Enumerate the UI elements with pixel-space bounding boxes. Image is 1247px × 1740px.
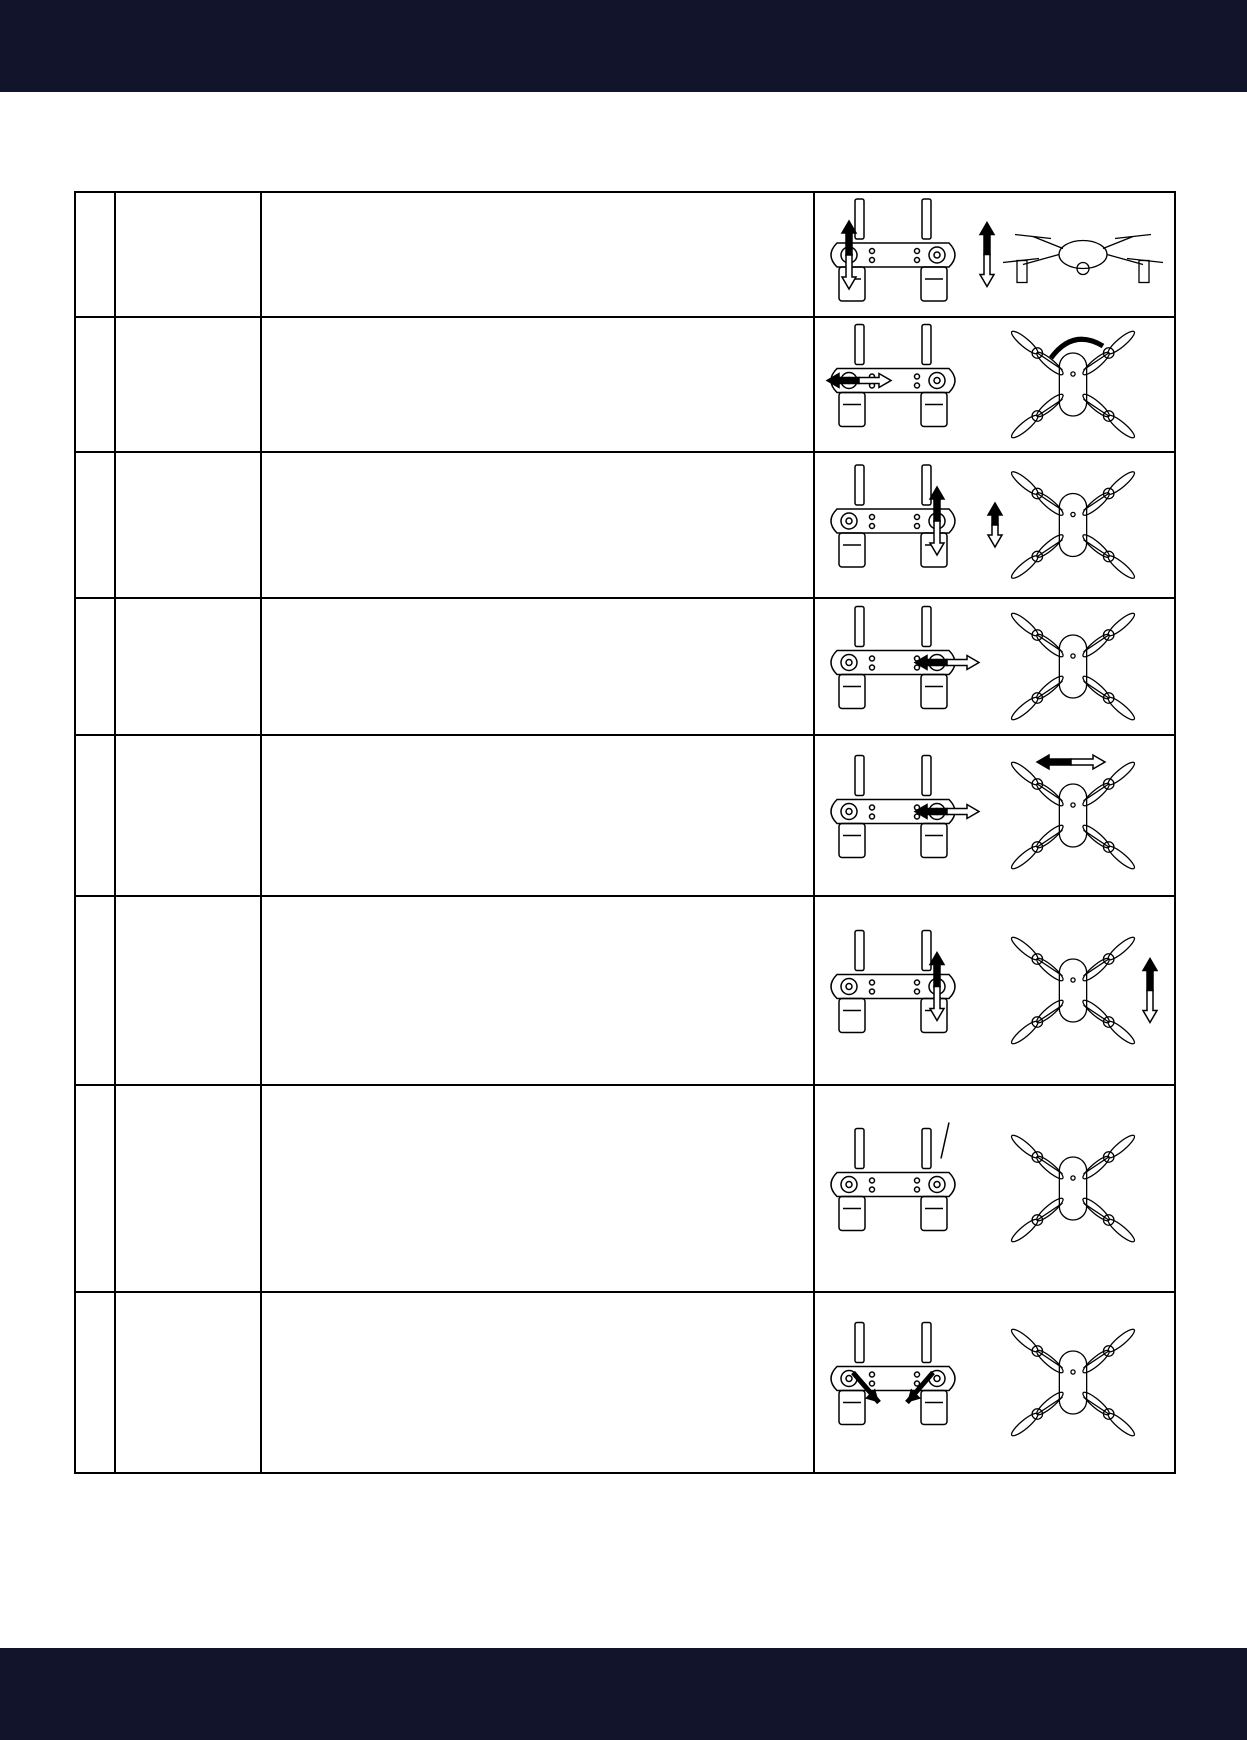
row-num-cell (75, 317, 115, 452)
top-band (0, 0, 1247, 92)
row-name-cell (115, 452, 261, 598)
row-num-cell (75, 1292, 115, 1473)
callout-line-icon (941, 1123, 949, 1159)
bottom-band (0, 1648, 1247, 1740)
row-desc-cell (261, 192, 814, 317)
double-arrow-icon (1143, 959, 1157, 1023)
row-name-cell (115, 1085, 261, 1292)
row-desc-cell (261, 1085, 814, 1292)
row-name-cell (115, 896, 261, 1085)
row-desc-cell (261, 598, 814, 735)
double-arrow-icon (930, 487, 944, 555)
row-name-cell (115, 317, 261, 452)
table-row (75, 452, 1175, 598)
drone-top-icon (1009, 469, 1137, 581)
table-row (75, 317, 1175, 452)
table-row (75, 598, 1175, 735)
double-arrow-icon (980, 223, 994, 287)
drone-top-icon (1009, 328, 1137, 440)
controls-table (74, 191, 1176, 1474)
diagonal-arrow-icon (907, 1373, 933, 1403)
row-name-cell (115, 192, 261, 317)
row-name-cell (115, 598, 261, 735)
figure-cell (814, 452, 1175, 598)
double-arrow-icon (988, 503, 1002, 547)
row-desc-cell (261, 452, 814, 598)
double-arrow-icon (915, 656, 979, 670)
figure-cell (814, 598, 1175, 735)
drone-top-icon (1009, 1326, 1137, 1438)
controller-icon (831, 1323, 955, 1425)
row-desc-cell (261, 896, 814, 1085)
figure-cell (814, 1085, 1175, 1292)
table-row (75, 1085, 1175, 1292)
row-name-cell (115, 735, 261, 896)
row-num-cell (75, 735, 115, 896)
double-arrow-icon (842, 221, 856, 289)
row-desc-cell (261, 1292, 814, 1473)
row-num-cell (75, 1085, 115, 1292)
double-arrow-icon (930, 953, 944, 1021)
row-num-cell (75, 192, 115, 317)
diagonal-arrow-icon (853, 1373, 879, 1403)
row-desc-cell (261, 735, 814, 896)
figure-cell (814, 1292, 1175, 1473)
table-row (75, 1292, 1175, 1473)
row-name-cell (115, 1292, 261, 1473)
double-arrow-icon (915, 805, 979, 819)
rotate-arrow-icon (1051, 339, 1103, 358)
controller-icon (831, 756, 955, 858)
controller-icon (831, 607, 955, 709)
double-arrow-icon (827, 374, 891, 388)
double-arrow-icon (1037, 755, 1105, 769)
figure-cell (814, 896, 1175, 1085)
figure-cell (814, 317, 1175, 452)
row-num-cell (75, 896, 115, 1085)
row-desc-cell (261, 317, 814, 452)
drone-front-icon (1003, 235, 1163, 283)
drone-top-icon (1009, 934, 1137, 1046)
figure-cell (814, 735, 1175, 896)
drone-top-icon (1009, 759, 1137, 871)
table-row (75, 735, 1175, 896)
table-row (75, 192, 1175, 317)
row-num-cell (75, 452, 115, 598)
drone-top-icon (1009, 1132, 1137, 1244)
row-num-cell (75, 598, 115, 735)
table-row (75, 896, 1175, 1085)
controller-icon (831, 325, 955, 427)
figure-cell (814, 192, 1175, 317)
controller-icon (831, 1129, 955, 1231)
drone-top-icon (1009, 610, 1137, 722)
